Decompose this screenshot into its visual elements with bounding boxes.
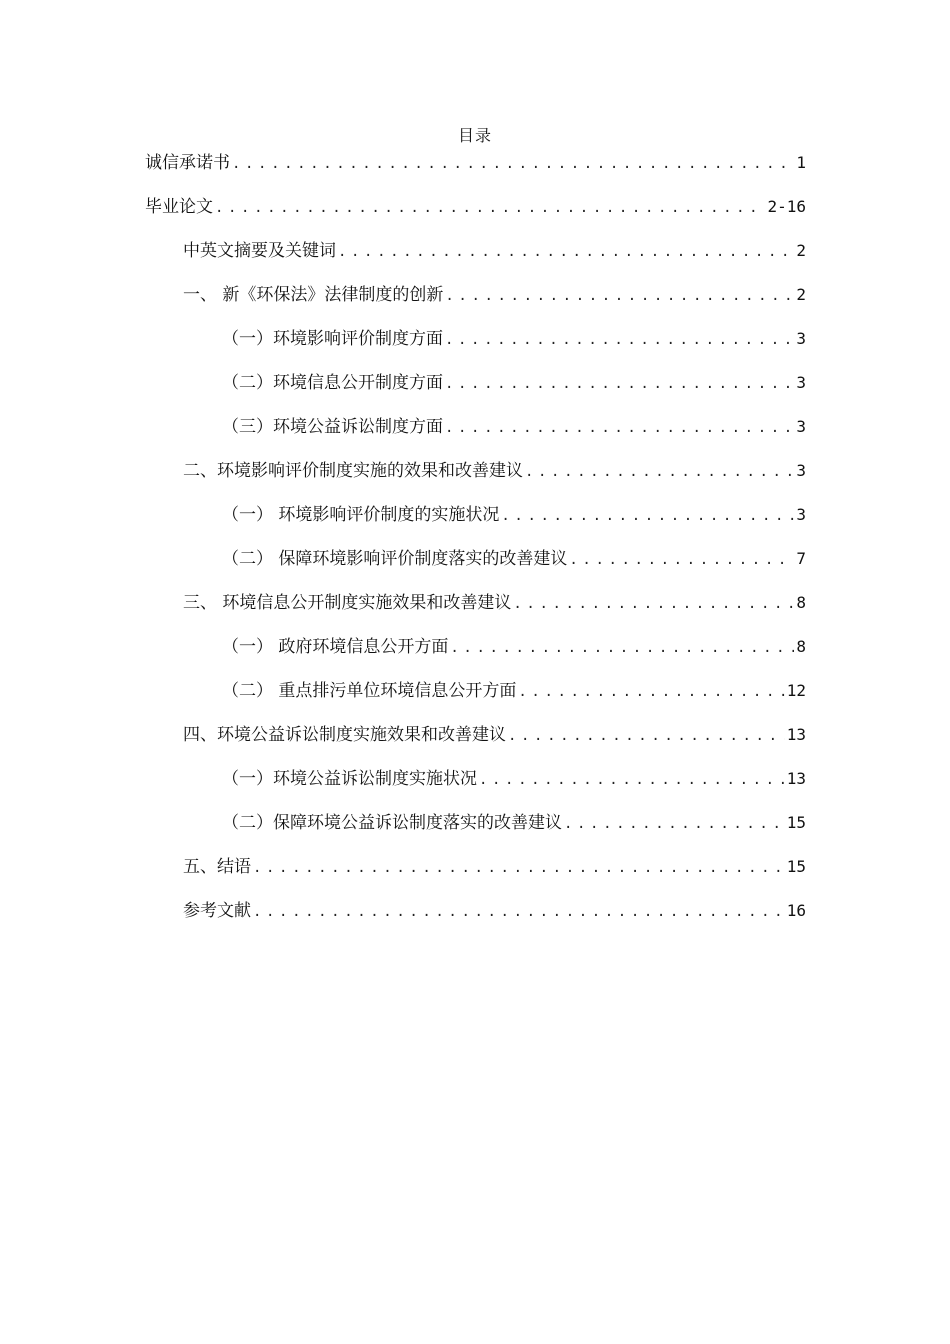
toc-entry-page: 3 [796,505,806,524]
toc-dot-leader [564,810,785,838]
toc-dot-leader [445,370,794,398]
toc-dot-leader [215,194,765,222]
toc-entry[interactable] [222,633,806,677]
toc-entry-text: 三、 环境信息公开制度实施效果和改善建议 [183,593,512,613]
toc-entry[interactable] [145,149,806,193]
toc-entry-text: （一）环境影响评价制度方面 [222,329,443,349]
toc-entry-page: 2 [796,241,806,260]
toc-dot-leader [232,150,794,178]
toc-dot-leader [518,678,784,706]
toc-dot-leader [569,546,794,574]
toc-dot-leader [525,458,794,486]
toc-entry[interactable] [183,589,806,633]
toc-entry-text: （二） 保障环境影响评价制度落实的改善建议 [222,549,568,569]
toc-entry[interactable] [222,545,806,589]
toc-entry-page: 16 [786,901,806,920]
toc-list [0,149,950,941]
toc-entry-text: （一） 环境影响评价制度的实施状况 [222,505,500,525]
toc-entry-page: 2 [796,285,806,304]
toc-entry-page: 8 [796,637,806,656]
toc-entry[interactable] [222,809,806,853]
toc-entry[interactable] [222,325,806,369]
toc-dot-leader [513,590,794,618]
toc-entry-text: 四、环境公益诉讼制度实施效果和改善建议 [183,725,506,745]
toc-entry-text: （一）环境公益诉讼制度实施状况 [222,769,477,789]
toc-entry-page: 13 [786,725,806,744]
toc-entry-page: 13 [786,769,806,788]
toc-entry-text: （一） 政府环境信息公开方面 [222,637,449,657]
toc-entry-page: 15 [786,857,806,876]
toc-entry[interactable] [222,501,806,545]
toc-entry[interactable] [222,677,806,721]
toc-entry[interactable] [183,721,806,765]
toc-entry-text: 五、结语 [183,857,251,877]
toc-entry-text: 毕业论文 [145,197,213,217]
toc-entry-page: 15 [786,813,806,832]
toc-entry[interactable] [222,413,806,457]
toc-entry[interactable] [145,193,806,237]
toc-dot-leader [479,766,785,794]
toc-dot-leader [501,502,794,530]
toc-entry-text: 诚信承诺书 [145,153,230,173]
toc-entry-text: 参考文献 [183,901,251,921]
toc-entry[interactable] [183,457,806,501]
toc-dot-leader [445,414,794,442]
toc-entry-page: 12 [786,681,806,700]
toc-dot-leader [253,854,785,882]
toc-entry-page: 3 [796,373,806,392]
toc-entry-text: 中英文摘要及关键词 [183,241,336,261]
toc-dot-leader [508,722,785,750]
toc-entry-text: 二、环境影响评价制度实施的效果和改善建议 [183,461,523,481]
toc-entry[interactable] [222,369,806,413]
toc-dot-leader [445,282,794,310]
toc-dot-leader [450,634,794,662]
toc-entry-text: （三）环境公益诉讼制度方面 [222,417,443,437]
toc-dot-leader [253,898,785,926]
toc-entry-page: 3 [796,417,806,436]
toc-entry[interactable] [183,897,806,941]
toc-entry-page: 3 [796,329,806,348]
toc-entry-text: （二） 重点排污单位环境信息公开方面 [222,681,517,701]
toc-entry-page: 8 [796,593,806,612]
toc-dot-leader [338,238,794,266]
toc-entry[interactable] [183,281,806,325]
toc-entry-page: 3 [796,461,806,480]
toc-entry-text: （二）保障环境公益诉讼制度落实的改善建议 [222,813,562,833]
toc-dot-leader [445,326,794,354]
toc-entry-page: 7 [796,549,806,568]
toc-entry-text: （二）环境信息公开制度方面 [222,373,443,393]
toc-entry[interactable] [222,765,806,809]
toc-entry[interactable] [183,237,806,281]
toc-entry-page: 1 [796,153,806,172]
toc-entry-text: 一、 新《环保法》法律制度的创新 [183,285,444,305]
toc-entry-page: 2-16 [767,197,806,216]
toc-title: 目录 [457,126,492,145]
toc-entry[interactable] [183,853,806,897]
